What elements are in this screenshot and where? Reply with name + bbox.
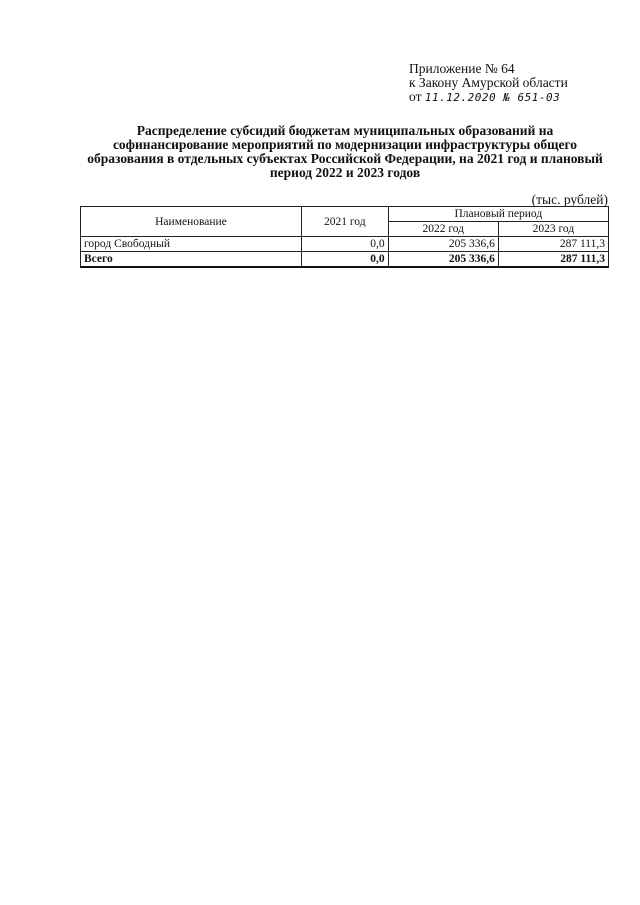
document-title: Распределение субсидий бюджетам муниципальных образований на софинансирование мероприятий по модернизации инфраструктуры общего образования в отдельных субъектах Российской Федерации, на 2021 год и плановый период 2022 и 2023 годов: [87, 123, 603, 180]
total-2021: 0,0: [301, 252, 388, 268]
handwritten-date-number: 11.12.2020 № 651-03: [424, 91, 561, 104]
table-row: [81, 237, 609, 252]
header-name: Наименование: [81, 207, 302, 237]
total-name: Всего: [81, 252, 302, 268]
row-2021: 0,0: [301, 237, 388, 252]
appendix-date-prefix: от: [409, 89, 425, 104]
header-2022: 2022 год: [388, 222, 498, 237]
header-2021: 2021 год: [301, 207, 388, 237]
subsidy-table: [80, 206, 609, 268]
total-2023: 287 111,3: [498, 252, 608, 268]
table-total-row: [81, 252, 609, 268]
header-planned-period: Плановый период: [388, 207, 608, 222]
units-label: (тыс. рублей): [531, 192, 608, 207]
appendix-date-line: [409, 90, 609, 105]
appendix-law: к Закону Амурской области: [409, 75, 568, 90]
total-2022: 205 336,6: [388, 252, 498, 268]
row-2022: 205 336,6: [388, 237, 498, 252]
row-2023: 287 111,3: [498, 237, 608, 252]
header-2023: 2023 год: [498, 222, 608, 237]
appendix-number: Приложение № 64: [409, 61, 515, 76]
table-header-row: [81, 207, 609, 222]
appendix-header: [409, 62, 609, 105]
row-name: город Свободный: [81, 237, 302, 252]
